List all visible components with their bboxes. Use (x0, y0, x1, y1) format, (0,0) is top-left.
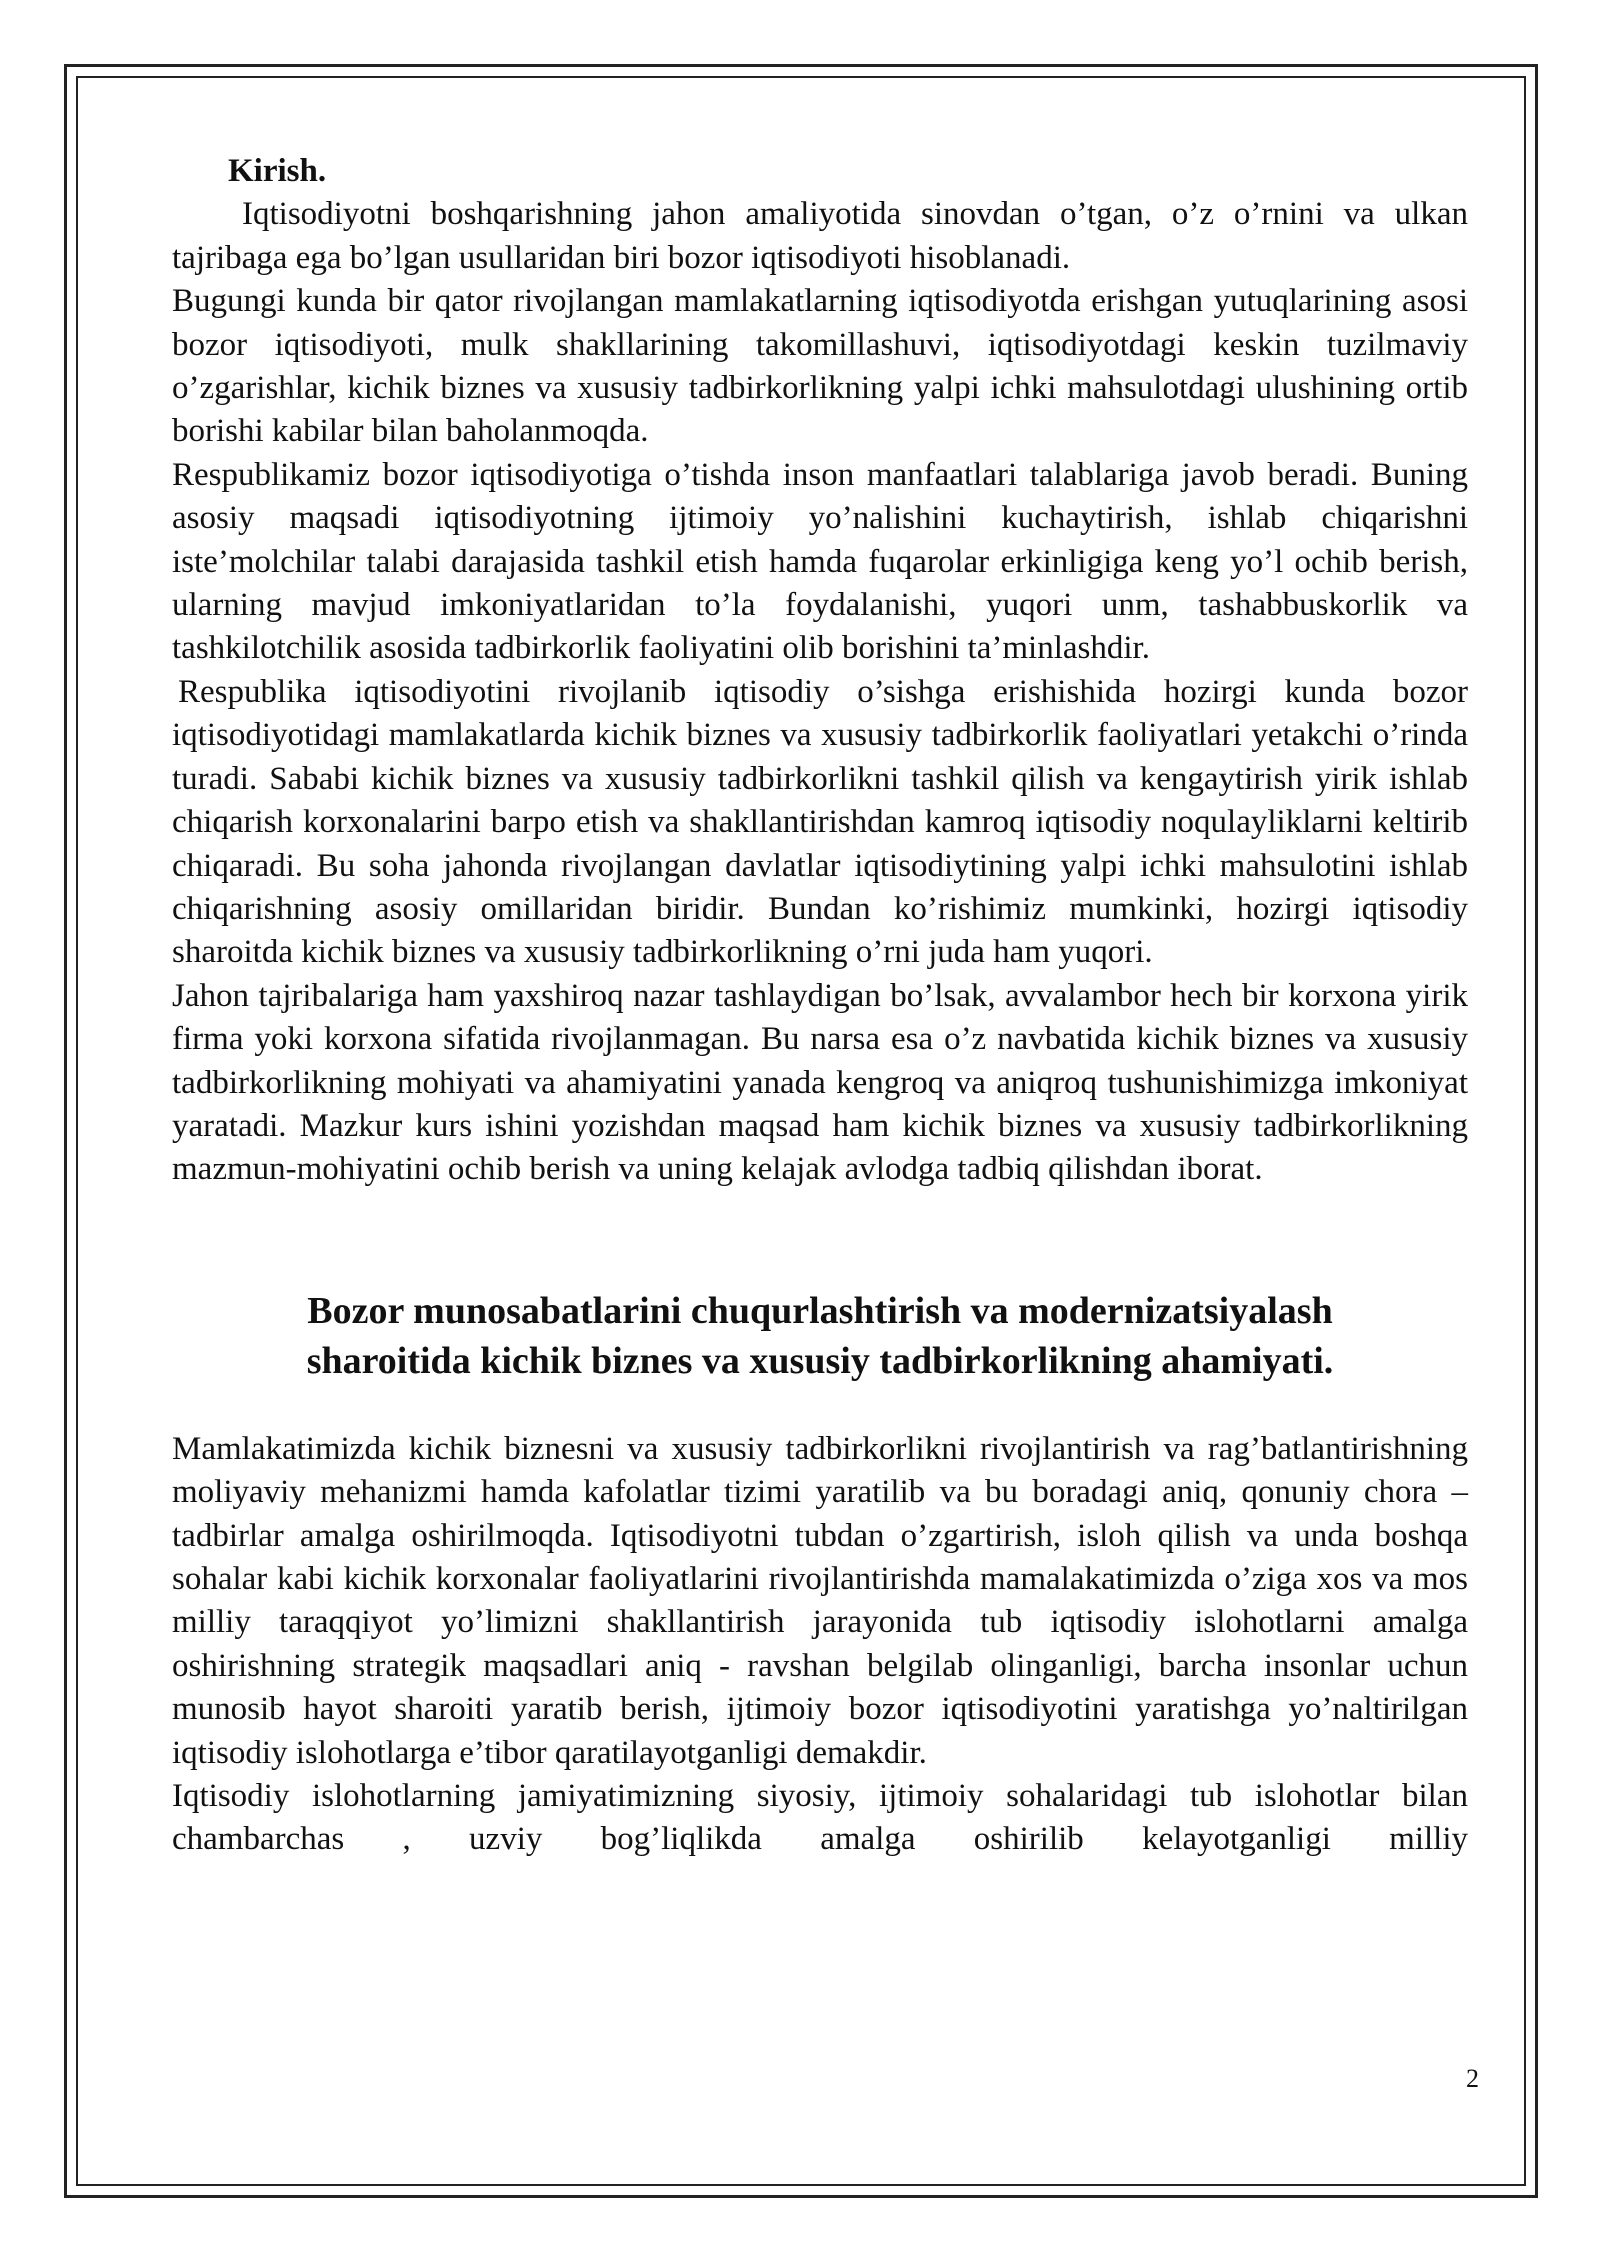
section-paragraph-2: Iqtisodiy islohotlarning jamiyatimizning siyosiy, ijtimoiy sohalaridagi tub islohotlar bilan chambarchas , uzviy bog’liqlikda amalga oshirilib kelayotganligi milliy (172, 1778, 1468, 1858)
intro-paragraph-5: Jahon tajribalariga ham yaxshiroq nazar tashlaydigan bo’lsak, avvalambor hech bir korxona yirik firma yoki korxona sifatida rivojlanmagan. Bu narsa esa o’z navbatida kichik biznes va xususiy tadbirkorlikning mohiyati va ahamiyatini yanada kengroq va aniqroq tushunishimizga imkoniyat yaratadi. Mazkur kurs ishini yozishdan maqsad ham kichik biznes va xususiy tadbirkorlikning mazmun-mohiyatini ochib berish va uning kelajak avlodga tadbiq qilishdan iborat. (172, 977, 1468, 1188)
section-title (172, 1286, 1468, 1386)
intro-paragraph-1: Iqtisodiyotni boshqarishning jahon amaliyotida sinovdan o’tgan, o’z o’rnini va ulkan tajribaga ega bo’lgan usullaridan biri bozor iqtisodiyoti hisoblanadi. (172, 196, 1468, 276)
intro-paragraph-3: Respublikamiz bozor iqtisodiyotiga o’tishda inson manfaatlari talablariga javob beradi. Buning asosiy maqsadi iqtisodiyotning ijtimoiy yo’nalishini kuchaytirish, ishlab chiqarishni iste’molchilar talabi darajasida tashkil etish hamda fuqarolar erkinligiga keng yo’l ochib berish, ularning mavjud imkoniyatlaridan to’la foydalanishi, yuqori unm, tashabbuskorlik va tashkilotchilik asosida tadbirkorlik faoliyatini olib borishini ta’minlashdir. (172, 456, 1468, 667)
page-number: 2 (1466, 2064, 1479, 2093)
intro-paragraph-2: Bugungi kunda bir qator rivojlangan mamlakatlarning iqtisodiyotda erishgan yutuqlarining asosi bozor iqtisodiyoti, mulk shakllarining takomillashuvi, iqtisodiyotdagi keskin tuzilmaviy o’zgarishlar, kichik biznes va xususiy tadbirkorlikning yalpi ichki mahsulotdagi ulushining ortib borishi kabilar bilan baholanmoqda. (172, 283, 1468, 450)
intro-paragraph-4: Respublika iqtisodiyotini rivojlanib iqtisodiy o’sishga erishishida hozirgi kunda bozor iqtisodiyotidagi mamlakatlarda kichik biznes va xususiy tadbirkorlik faoliyatlari yetakchi o’rinda turadi. Sababi kichik biznes va xususiy tadbirkorlikni tashkil qilish va kengaytirish yirik ishlab chiqarish korxonalarini barpo etish va shakllantirishdan kamroq iqtisodiy noqulayliklarni keltirib chiqaradi. Bu soha jahonda rivojlangan davlatlar iqtisodiytining yalpi ichki mahsulotini ishlab chiqarishning asosiy omillaridan biridir. Bundan ko’rishimiz mumkinki, hozirgi iqtisodiy sharoitda kichik biznes va xususiy tadbirkorlikning o’rni juda ham yuqori. (172, 673, 1468, 971)
section-title-line-2: sharoitida kichik biznes va xususiy tadbirkorlikning ahamiyati. (306, 1339, 1334, 1382)
intro-heading: Kirish. (228, 153, 327, 189)
section-title-line-1: Bozor munosabatlarini chuqurlashtirish va modernizatsiyalash (307, 1289, 1333, 1332)
document-body (172, 150, 1468, 1862)
section-paragraph-1: Mamlakatimizda kichik biznesni va xususiy tadbirkorlikni rivojlantirish va rag’batlantirishning moliyaviy mehanizmi hamda kafolatlar tizimi yaratilib va bu boradagi aniq, qonuniy chora – tadbirlar amalga oshirilmoqda. Iqtisodiyotni tubdan o’zgartirish, isloh qilish va unda boshqa sohalar kabi kichik korxonalar faoliyatlarini rivojlantirishda mamalakatimizda o’ziga xos va mos milliy taraqqiyot yo’limizni shakllantirish jarayonida tub iqtisodiy islohotlarni amalga oshirishning strategik maqsadlari aniq - ravshan belgilab olinganligi, barcha insonlar uchun munosib hayot sharoiti yaratib berish, ijtimoiy bozor iqtisodiyotini yaratishga yo’naltirilgan iqtisodiy islohotlarga e’tibor qaratilayotganligi demakdir. (172, 1430, 1468, 1771)
